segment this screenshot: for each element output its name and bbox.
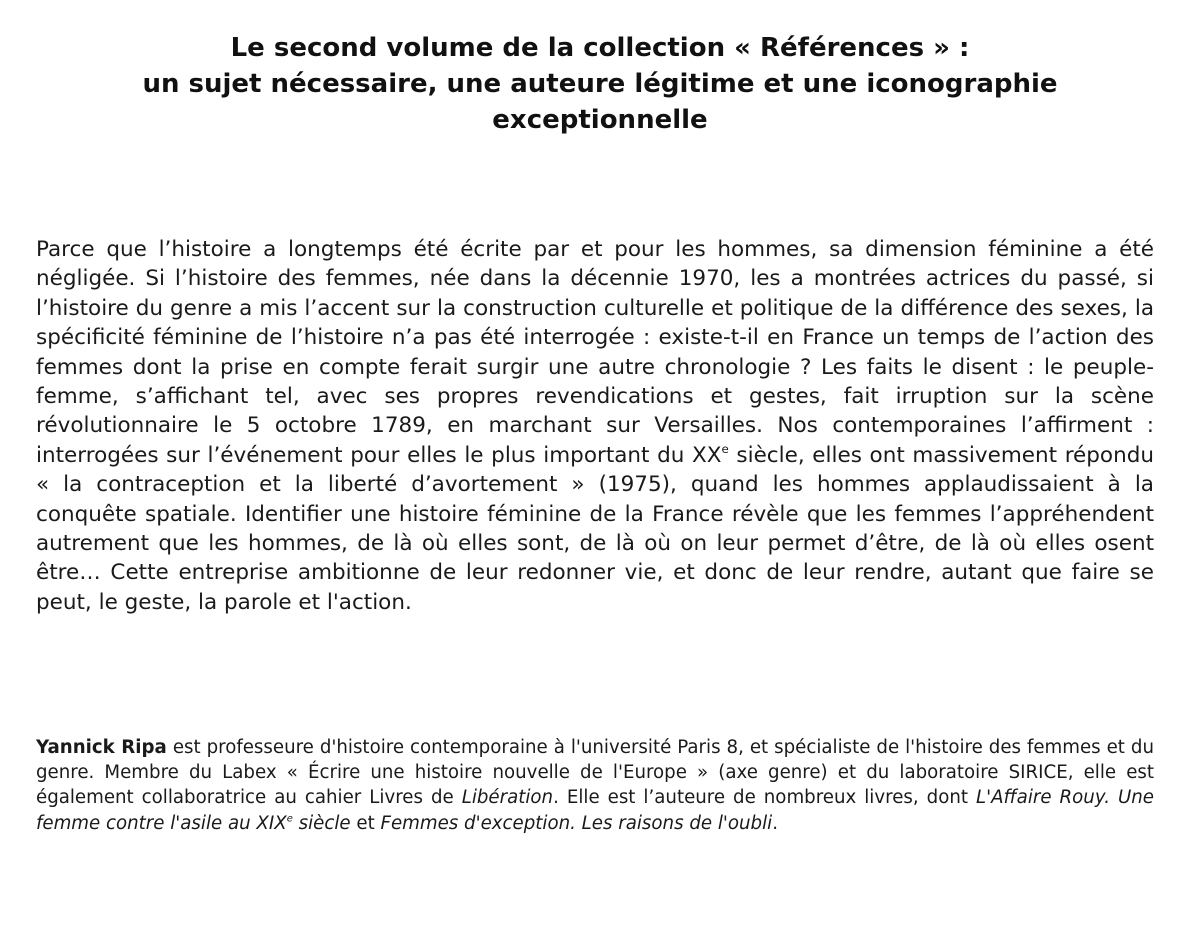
book-title-1-part-1: L'Affaire Rouy. Une femme contre l'asile au XIX bbox=[36, 787, 1154, 834]
bio-text-3: et bbox=[350, 812, 381, 834]
main-paragraph-part-1: Parce que l’histoire a longtemps été écrite par et pour les hommes, sa dimension féminine a été négligée. Si l’histoire des femmes, née dans la décennie 1970, les a montrées actrices du passé, si l’histoire du genre a mis l’accent sur la construction culturelle et politique de la différence des sexes, la spécificité féminine de l’histoire n’a pas été interrogée : existe-t-il en France un temps de l’action des femmes dont la prise en compte ferait surgir une autre chronologie ? Les faits le disent : le peuple-femme, s’affichant tel, avec ses propres revendications et gestes, fait irruption sur la scène révolutionnaire le 5 octobre 1789, en marchant sur Versailles. Nos contemporaines l’affirment : interrogées sur l’événement pour elles le plus important du XX bbox=[36, 237, 1154, 468]
author-name: Yannick Ripa bbox=[36, 737, 167, 758]
bio-text-1: est professeure d'histoire contemporaine à l'université Paris 8, et spécialiste de l'histoire des femmes et du genre. Membre du Labex « Écrire une histoire nouvelle de l'Europe » (axe genre) et du laboratoire SIRICE, elle est également collaboratrice au cahier Livres de bbox=[36, 737, 1154, 809]
title-line-2: un sujet nécessaire, une auteure légitime et une iconographie bbox=[142, 69, 1058, 99]
document-title bbox=[60, 30, 1140, 138]
bio-end-punctuation: . bbox=[772, 812, 778, 834]
main-paragraph-part-2: siècle, elles ont massivement répondu « la contraception et la liberté d’avortement » (1975), quand les hommes applaudissaient à la conquête spatiale. Identifier une histoire féminine de la France révèle que les femmes l’appréhendent autrement que les hommes, de là où elles sont, de là où on leur permet d’être, de là où elles osent être… Cette entreprise ambitionne de leur redonner vie, et donc de leur rendre, autant que faire se peut, le geste, la parole et l'action. bbox=[36, 442, 1154, 615]
title-line-3: exceptionnelle bbox=[492, 105, 708, 135]
title-line-1: Le second volume de la collection « Références » : bbox=[230, 33, 970, 63]
author-bio-paragraph bbox=[36, 735, 1154, 836]
book-century-superscript: e bbox=[286, 813, 293, 825]
book-title-1-part-2: siècle bbox=[292, 812, 351, 834]
century-superscript: e bbox=[721, 441, 729, 456]
bio-text-2: . Elle est l’auteure de nombreux livres, dont bbox=[553, 787, 976, 809]
main-paragraph bbox=[36, 235, 1154, 617]
liberation-title: Libération bbox=[461, 787, 554, 809]
book-title-2: Femmes d'exception. Les raisons de l'oubli bbox=[380, 812, 773, 834]
